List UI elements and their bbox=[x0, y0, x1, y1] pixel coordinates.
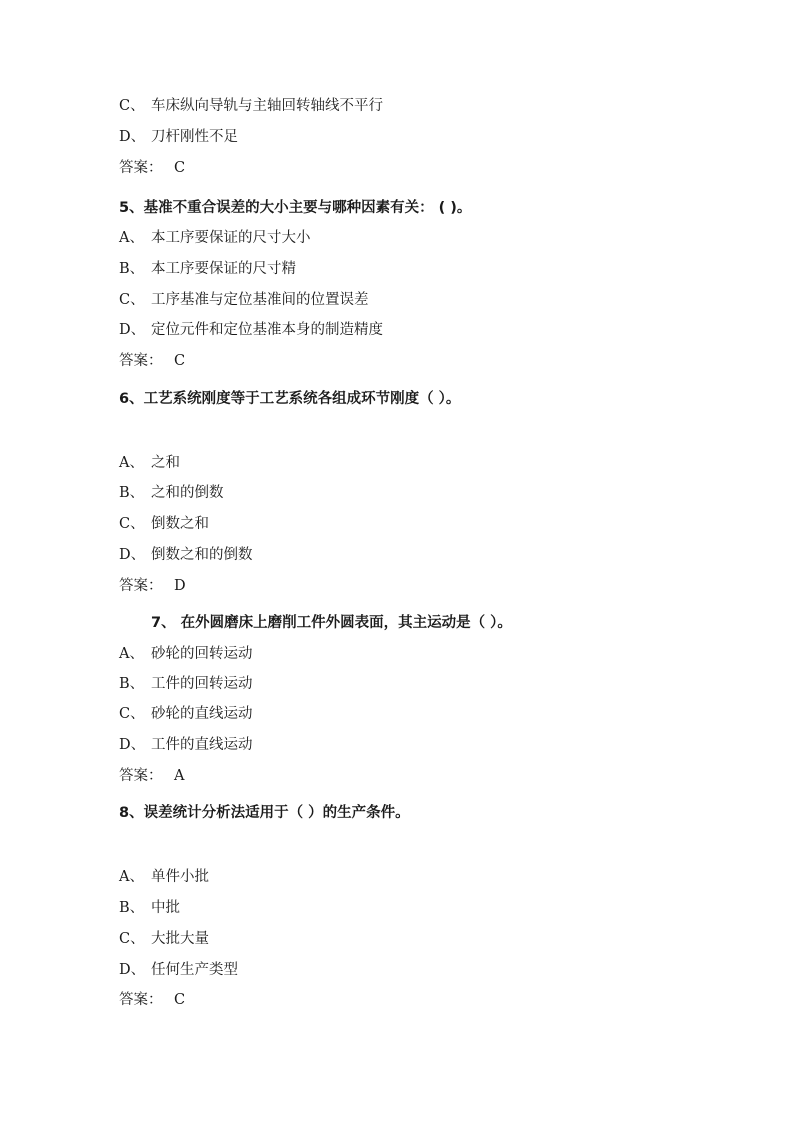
option-line bbox=[119, 735, 253, 755]
option-label: A、 bbox=[119, 646, 144, 662]
option-line bbox=[119, 898, 180, 918]
option-line bbox=[119, 228, 311, 248]
answer-label: 答案： bbox=[119, 353, 163, 369]
option-text: 单件小批 bbox=[151, 869, 209, 885]
option-text: 任何生产类型 bbox=[151, 962, 238, 978]
option-text: 中批 bbox=[151, 900, 180, 916]
answer-label: 答案： bbox=[119, 768, 163, 784]
option-line bbox=[119, 453, 180, 473]
option-text: 工件的回转运动 bbox=[151, 676, 253, 692]
option-label: D、 bbox=[119, 129, 146, 145]
option-line bbox=[119, 259, 296, 279]
option-label: C、 bbox=[119, 292, 145, 308]
answer-value: C bbox=[174, 160, 186, 176]
option-text: 倒数之和 bbox=[151, 516, 209, 532]
option-label: D、 bbox=[119, 322, 146, 338]
answer-label: 答案： bbox=[119, 992, 163, 1008]
option-text: 之和 bbox=[151, 455, 180, 471]
option-line bbox=[119, 704, 253, 724]
option-text: 工序基准与定位基准间的位置误差 bbox=[151, 292, 369, 308]
answer-label: 答案： bbox=[119, 160, 163, 176]
answer-line bbox=[119, 766, 184, 786]
option-label: D、 bbox=[119, 547, 146, 563]
question-title: 7、 在外圆磨床上磨削工件外圆表面，其主运动是（ ）。 bbox=[151, 615, 512, 631]
option-label: A、 bbox=[119, 869, 144, 885]
option-label: C、 bbox=[119, 516, 145, 532]
answer-value: C bbox=[174, 992, 186, 1008]
option-text: 本工序要保证的尺寸精 bbox=[151, 261, 296, 277]
option-label: C、 bbox=[119, 98, 145, 114]
answer-value: A bbox=[174, 768, 185, 784]
option-label: B、 bbox=[119, 676, 145, 692]
option-text: 大批大量 bbox=[151, 931, 209, 947]
option-text: 车床纵向导轨与主轴回转轴线不平行 bbox=[151, 98, 383, 114]
answer-line bbox=[119, 351, 185, 371]
option-text: 倒数之和的倒数 bbox=[151, 547, 253, 563]
option-line bbox=[119, 290, 369, 310]
option-line bbox=[119, 960, 238, 980]
answer-line bbox=[119, 158, 185, 178]
option-label: A、 bbox=[119, 455, 144, 471]
option-line bbox=[119, 867, 209, 887]
option-label: C、 bbox=[119, 931, 145, 947]
option-label: D、 bbox=[119, 737, 146, 753]
option-label: A、 bbox=[119, 230, 144, 246]
answer-line bbox=[119, 990, 185, 1010]
option-line bbox=[119, 929, 209, 949]
option-line bbox=[119, 514, 209, 534]
option-line bbox=[119, 96, 383, 116]
option-label: C、 bbox=[119, 706, 145, 722]
option-text: 之和的倒数 bbox=[151, 485, 224, 501]
option-label: B、 bbox=[119, 900, 145, 916]
option-text: 刀杆刚性不足 bbox=[151, 129, 238, 145]
answer-label: 答案： bbox=[119, 578, 163, 594]
option-line bbox=[119, 127, 238, 147]
option-text: 砂轮的回转运动 bbox=[151, 646, 253, 662]
option-line bbox=[119, 545, 253, 565]
option-line bbox=[119, 483, 224, 503]
option-label: B、 bbox=[119, 485, 145, 501]
answer-line bbox=[119, 576, 186, 596]
question-title: 8、误差统计分析法适用于（ ）的生产条件。 bbox=[119, 805, 410, 821]
option-text: 工件的直线运动 bbox=[151, 737, 253, 753]
option-line bbox=[119, 320, 383, 340]
option-line bbox=[119, 644, 253, 664]
option-label: B、 bbox=[119, 261, 145, 277]
answer-value: D bbox=[174, 578, 186, 594]
option-text: 定位元件和定位基准本身的制造精度 bbox=[151, 322, 383, 338]
question-title: 6、工艺系统刚度等于工艺系统各组成环节刚度（ ）。 bbox=[119, 391, 461, 407]
question-title: 5、基准不重合误差的大小主要与哪种因素有关： ( )。 bbox=[119, 200, 472, 216]
option-label: D、 bbox=[119, 962, 146, 978]
answer-value: C bbox=[174, 353, 186, 369]
option-text: 砂轮的直线运动 bbox=[151, 706, 253, 722]
option-text: 本工序要保证的尺寸大小 bbox=[151, 230, 311, 246]
option-line bbox=[119, 674, 253, 694]
